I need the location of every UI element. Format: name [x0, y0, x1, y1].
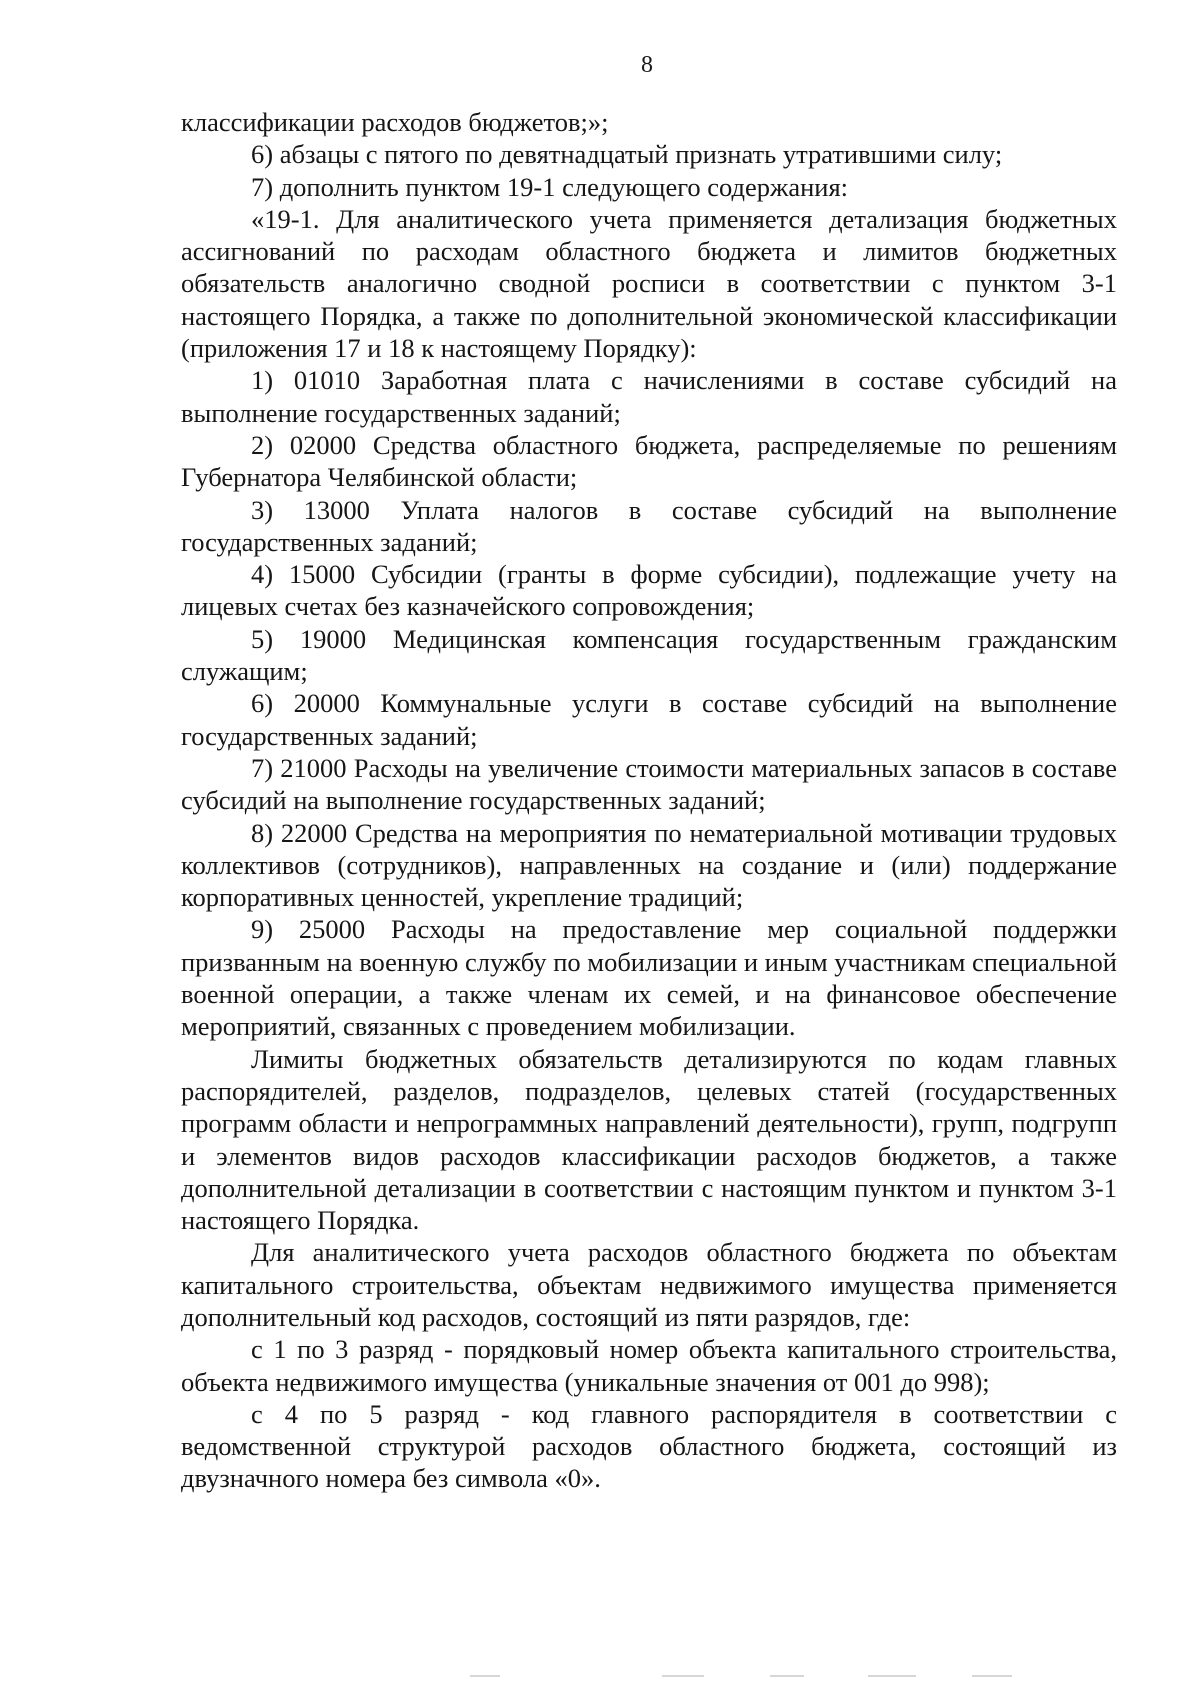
paragraph-clause-19-1: «19-1. Для аналитического учета применяется детализация бюджетных ассигнований по расходам областного бюджета и лимитов бюджетных обязательств аналогично сводной росписи в соответствии с пунктом 3-1 настоящего Порядка, а также по дополнительной экономической классификации (приложения 17 и 18 к настоящему Порядку): — [181, 203, 1117, 364]
scan-speck — [770, 1675, 804, 1677]
paragraph-limits: Лимиты бюджетных обязательств детализируются по кодам главных распорядителей, разделов, подразделов, целевых статей (государственных программ области и непрограммных направлений деятельности), групп, подгрупп и элементов видов расходов классификации расходов бюджетов, а также дополнительной детализации в соответствии с настоящим пунктом и пунктом 3-1 настоящего Порядка. — [181, 1043, 1117, 1236]
list-item-25000: 9) 25000 Расходы на предоставление мер социальной поддержки призванным на военную службу по мобилизации и иным участникам специальной военной операции, а также членам их семей, и на финансовое обеспечение мероприятий, связанных с проведением мобилизации. — [181, 914, 1117, 1042]
list-item-19000: 5) 19000 Медицинская компенсация государственным гражданским служащим; — [181, 623, 1117, 687]
list-item-02000: 2) 02000 Средства областного бюджета, распределяемые по решениям Губернатора Челябинской области; — [181, 429, 1117, 493]
scan-speck — [868, 1675, 916, 1677]
list-item-20000: 6) 20000 Коммунальные услуги в составе субсидий на выполнение государственных заданий; — [181, 688, 1117, 751]
paragraph-digits-1-3: с 1 по 3 разряд - порядковый номер объекта капитального строительства, объекта недвижимого имущества (уникальные значения от 001 до 998); — [181, 1334, 1117, 1397]
scan-speck — [972, 1675, 1012, 1677]
document-body — [181, 106, 1117, 1495]
list-item-22000: 8) 22000 Средства на мероприятия по нематериальной мотивации трудовых коллективов (сотрудников), направленных на создание и (или) поддержание корпоративных ценностей, укрепление традиций; — [181, 817, 1117, 913]
scan-speck — [470, 1675, 500, 1677]
list-item-01010: 1) 01010 Заработная плата с начислениями в составе субсидий на выполнение государственных заданий; — [181, 365, 1117, 428]
list-item-15000: 4) 15000 Субсидии (гранты в форме субсидии), подлежащие учету на лицевых счетах без казначейского сопровождения; — [181, 559, 1117, 622]
paragraph-item-7: 7) дополнить пунктом 19-1 следующего содержания: — [251, 171, 849, 202]
list-item-21000: 7) 21000 Расходы на увеличение стоимости материальных запасов в составе субсидий на выполнение государственных заданий; — [181, 752, 1117, 816]
list-item-13000: 3) 13000 Уплата налогов в составе субсидий на выполнение государственных заданий; — [181, 494, 1117, 557]
page-number: 8 — [641, 52, 653, 78]
paragraph-digits-4-5: с 4 по 5 разряд - код главного распорядителя в соответствии с ведомственной структурой расходов областного бюджета, состоящий из двузначного номера без символа «0». — [181, 1398, 1117, 1494]
paragraph-continuation: классификации расходов бюджетов;»; — [181, 107, 609, 137]
paragraph-item-6: 6) абзацы с пятого по девятнадцатый признать утратившими силу; — [251, 139, 1003, 170]
scan-speck — [662, 1675, 704, 1677]
scan-artifacts — [0, 1675, 1200, 1683]
paragraph-capital-construction: Для аналитического учета расходов областного бюджета по объектам капитального строительства, объектам недвижимого имущества применяется дополнительный код расходов, состоящий из пяти разрядов, где: — [181, 1237, 1117, 1332]
